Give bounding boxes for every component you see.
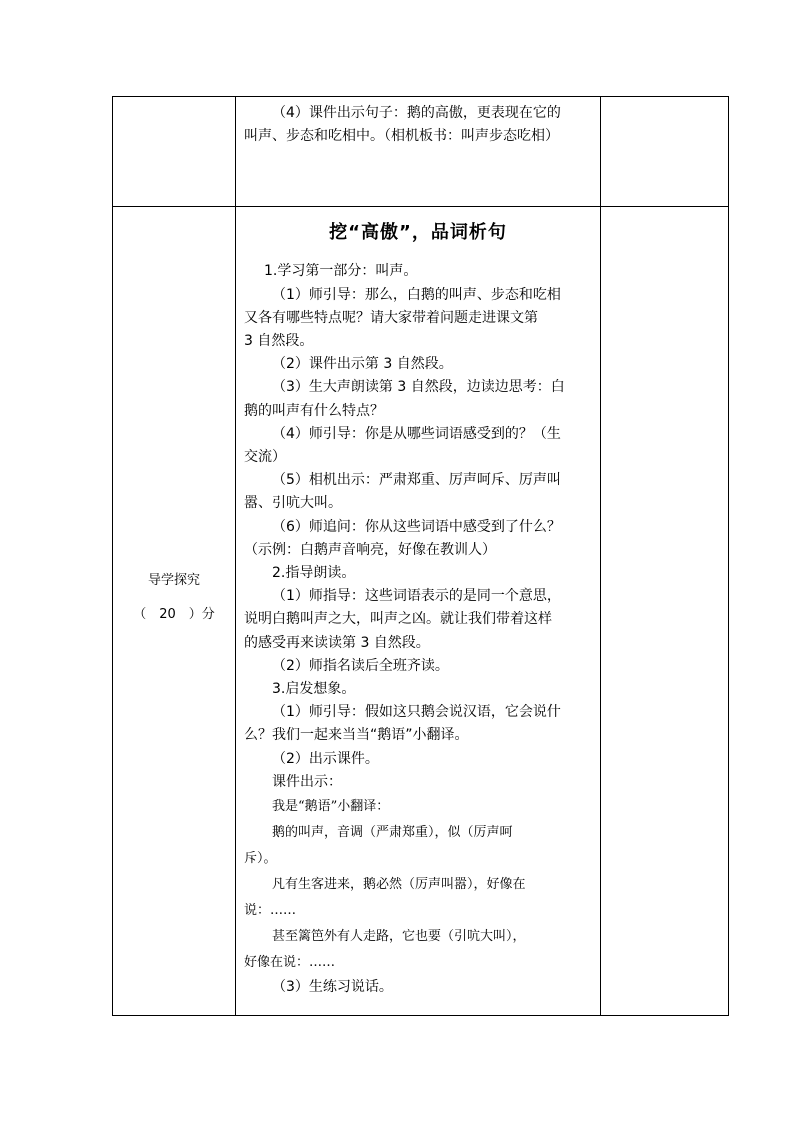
notes-cell [601, 97, 729, 207]
text-line: 3 自然段。 [244, 332, 314, 349]
text-line: 我是“鹅语”小翻译： [272, 798, 390, 814]
text-line: （3）生练习说话。 [272, 978, 393, 995]
text-line: 么？我们一起来当当“鹅语”小翻译。 [244, 727, 469, 744]
stage-label-block [113, 571, 235, 625]
text-line: （2）课件出示第 3 自然段。 [272, 356, 453, 373]
text-line: 斥）。 [244, 850, 277, 866]
content-cell [236, 97, 601, 207]
text-line: 3.启发想象。 [272, 680, 356, 697]
stage-cell [113, 207, 236, 1016]
text-line: 鹅的叫声有什么特点？ [244, 402, 384, 419]
table-row [113, 207, 729, 1016]
content-cell [236, 207, 601, 1016]
courseware-block [244, 794, 592, 976]
text-line: 课件出示： [272, 773, 342, 790]
text-line: 2.指导朗读。 [272, 564, 356, 581]
text-line: 的感受再来读读第 3 自然段。 [244, 634, 430, 651]
text-line: （2）师指名读后全班齐读。 [272, 657, 449, 674]
text-line: 交流） [244, 448, 286, 465]
lesson-plan-table [112, 96, 729, 1016]
table-row [113, 97, 729, 207]
stage-time: （ 20 ）分 [133, 607, 215, 623]
stage-cell [113, 97, 236, 207]
text-line: （4）师引导：你是从哪些词语感受到的？（生 [272, 425, 561, 442]
text-line: （6）师追问：你从这些词语中感受到了什么？ [272, 518, 561, 535]
text-line: （2）出示课件。 [272, 750, 379, 767]
text-line: 凡有生客进来，鹅必然（厉声叫嚣），好像在 [272, 876, 526, 892]
section-title: 挖“高傲”，品词析句 [329, 222, 507, 244]
text-line: 1.学习第一部分：叫声。 [264, 263, 418, 280]
text-line: 鹅的叫声，音调（严肃郑重），似（厉声呵 [272, 824, 513, 840]
text-line: 好像在说：…… [244, 954, 336, 970]
text-line: 又各有哪些特点呢？请大家带着问题走进课文第 [244, 309, 538, 326]
text-line: （1）师引导：那么，白鹅的叫声、步态和吃相 [272, 286, 561, 303]
notes-cell [601, 207, 729, 1016]
text-line: （5）相机出示：严肃郑重、厉声呵斥、厉声叫 [272, 472, 561, 489]
text-line: 说：…… [244, 902, 297, 918]
text-line: （3）生大声朗读第 3 自然段，边读边思考：白 [272, 379, 565, 396]
text-line: （1）师引导：假如这只鹅会说汉语，它会说什 [272, 704, 561, 721]
text-line: （1）师指导：这些词语表示的是同一个意思， [272, 588, 561, 605]
text-line: （4）课件出示句子：鹅的高傲，更表现在它的 [272, 105, 561, 121]
lesson-paragraphs [244, 260, 592, 794]
text-line: 说明白鹅叫声之大，叫声之凶。就让我们带着这样 [244, 611, 552, 628]
text-line: （示例：白鹅声音响亮，好像在教训人） [244, 541, 496, 558]
text-line: 嚣、引吭大叫。 [244, 495, 342, 512]
text-line: 甚至篱笆外有人走路，它也要（引吭大叫）， [272, 928, 526, 944]
text-line: 叫声、步态和吃相中。（相机板书：叫声步态吃相） [244, 128, 559, 145]
stage-label: 导学探究 [147, 573, 200, 589]
